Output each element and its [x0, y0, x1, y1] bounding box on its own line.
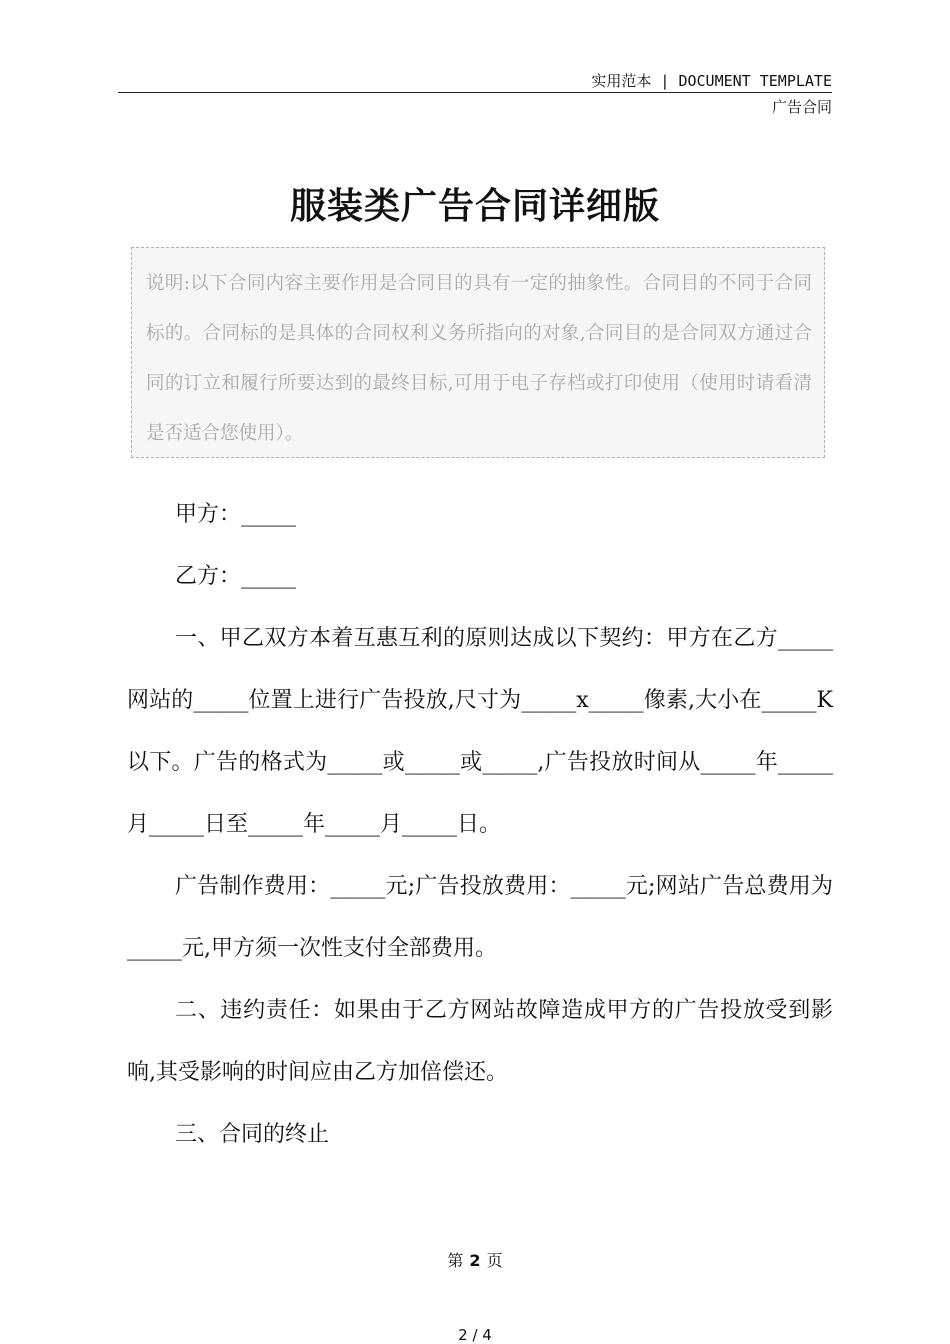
page-label [0, 1248, 950, 1271]
header-category: 广告合同 [771, 98, 832, 116]
page-counter: 2 / 4 [458, 1326, 492, 1344]
party-b-line: 乙方：_____ [175, 564, 297, 589]
header-brand: 实用范本 | DOCUMENT TEMPLATE [591, 72, 832, 90]
clause-1: 一、甲乙双方本着互惠互利的原则达成以下契约：甲方在乙方_____网站的_____位置上进行广告投放,尺寸为_____x_____像素,大小在_____K以下。广告的格式为_____或_____或_____,广告投放时间从_____年_____月_____日至_____年_____月_____日。 [127, 626, 833, 837]
clause-fees: 广告制作费用：_____元;广告投放费用：_____元;网站广告总费用为_____元,甲方须一次性支付全部费用。 [127, 874, 833, 961]
contract-body [127, 484, 833, 1166]
page-suffix: 页 [486, 1251, 503, 1270]
page-number: 2 [469, 1251, 481, 1270]
page-prefix: 第 [447, 1251, 464, 1270]
note-box [131, 247, 825, 458]
document-title: 服装类广告合同详细版 [289, 186, 660, 227]
header-divider [118, 92, 832, 93]
clause-3: 三、合同的终止 [175, 1122, 330, 1147]
clause-2: 二、违约责任：如果由于乙方网站故障造成甲方的广告投放受到影响,其受影响的时间应由乙方加倍偿还。 [127, 998, 833, 1085]
note-text: 说明:以下合同内容主要作用是合同目的具有一定的抽象性。合同目的不同于合同标的。合同标的是具体的合同权利义务所指向的对象,合同目的是合同双方通过合同的订立和履行所要达到的最终目标,可用于电子存档或打印使用（使用时请看清是否适合您使用）。 [146, 273, 812, 444]
party-a-line: 甲方：_____ [175, 502, 297, 527]
